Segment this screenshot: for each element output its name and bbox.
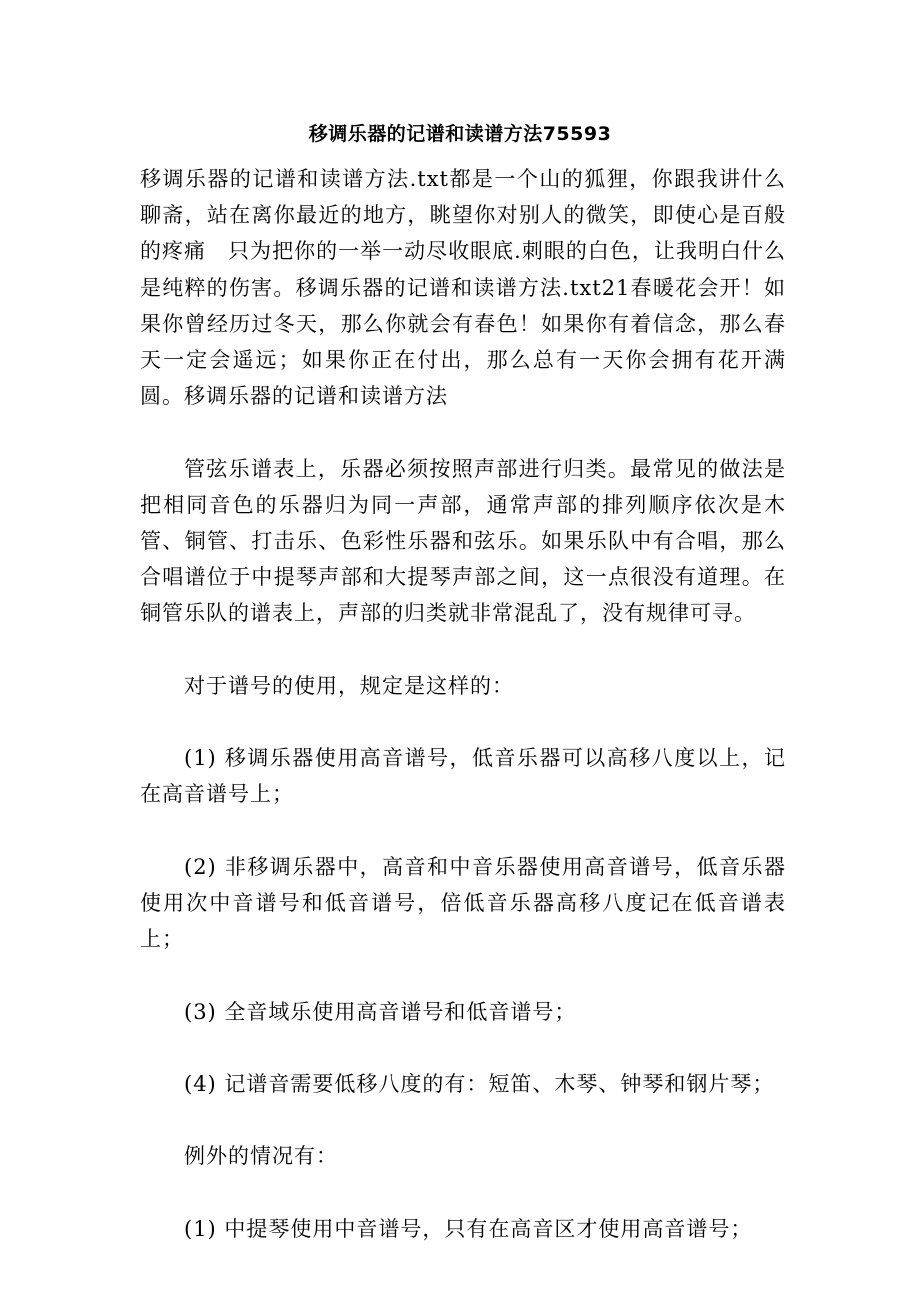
paragraph-gap	[140, 704, 786, 740]
paragraph-gap	[140, 813, 786, 849]
paragraph-gap	[140, 632, 786, 668]
body-paragraph-clef-rules-intro: 对于谱号的使用，规定是这样的：	[184, 673, 514, 698]
paragraph-gap	[140, 1175, 786, 1211]
body-paragraph-score-grouping: 管弦乐谱表上，乐器必须按照声部进行归类。最常见的做法是把相同音色的乐器归为同一声部，通常声部的排列顺序依次是木管、铜管、打击乐、色彩性乐器和弦乐。如果乐队中有合唱，那么合唱谱位于中提琴声部和大提琴声部之间，这一点很没有道理。在铜管乐队的谱表上，声部的归类就非常混乱了，没有规律可寻。	[140, 456, 786, 626]
paragraph-gap	[140, 1102, 786, 1138]
paragraph-gap	[140, 414, 786, 450]
intro-paragraph: 移调乐器的记谱和读谱方法.txt都是一个山的狐狸，你跟我讲什么聊斋，站在离你最近的地方，眺望你对别人的微笑，即使心是百般的疼痛 只为把你的一举一动尽收眼底.刺眼的白色，让我明白什么是纯粹的伤害。移调乐器的记谱和读谱方法.txt21春暖花会开！如果你曾经历过冬天，那么你就会有春色！如果你有着信念，那么春天一定会遥远；如果你正在付出，那么总有一天你会拥有花开满圆。移调乐器的记谱和读谱方法	[140, 167, 786, 409]
list-item-rule-3: (3) 全音域乐使用高音谱号和低音谱号；	[184, 999, 577, 1024]
document-title: 移调乐器的记谱和读谱方法75593	[308, 123, 612, 145]
body-paragraph-exceptions-intro: 例外的情况有：	[184, 1144, 338, 1169]
paragraph-gap	[140, 957, 786, 993]
list-item-rule-4: (4) 记谱音需要低移八度的有：短笛、木琴、钟琴和钢片琴；	[184, 1071, 775, 1096]
document-body	[140, 161, 786, 1247]
list-item-rule-2: (2) 非移调乐器中，高音和中音乐器使用高音谱号，低音乐器使用次中音谱号和低音谱号，倍低音乐器高移八度记在低音谱表上；	[140, 854, 786, 952]
list-item-rule-1: (1) 移调乐器使用高音谱号，低音乐器可以高移八度以上，记在高音谱号上；	[140, 746, 786, 807]
list-item-exception-1: (1) 中提琴使用中音谱号，只有在高音区才使用高音谱号；	[184, 1216, 753, 1241]
paragraph-gap	[140, 1030, 786, 1066]
